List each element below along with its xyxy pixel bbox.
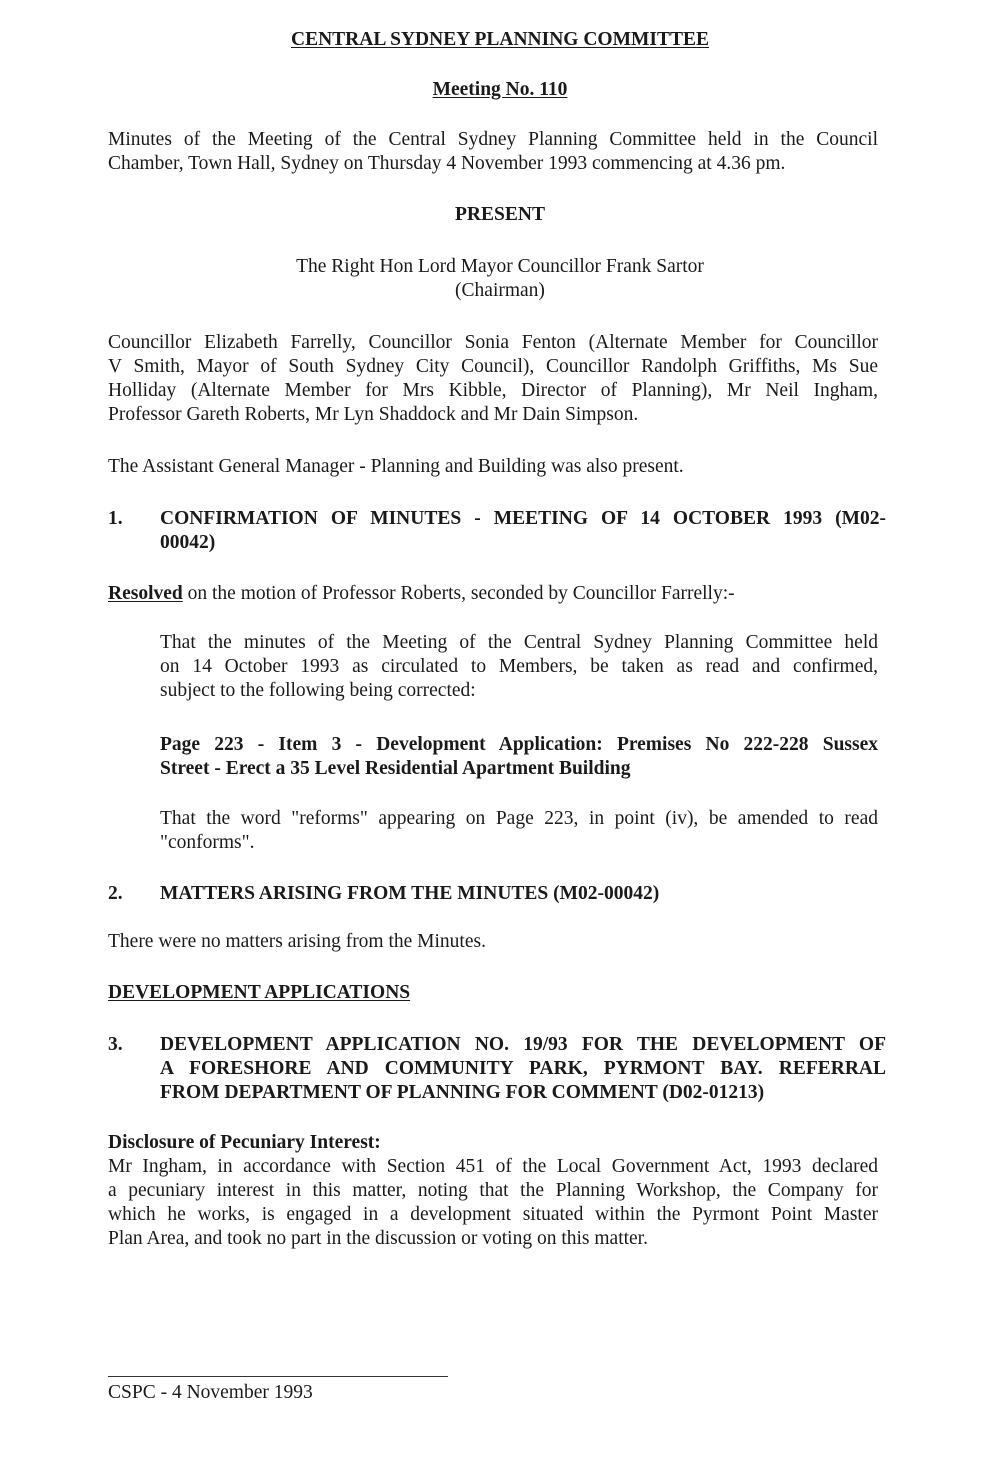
development-applications-heading: DEVELOPMENT APPLICATIONS <box>108 982 411 1003</box>
correction-text: That the word "reforms" appearing on Page 223, in point (iv), be amended to read "conforms". <box>160 808 878 853</box>
resolved-text: on the motion of Professor Roberts, seconded by Councillor Farrelly:- <box>182 583 735 604</box>
also-present-text: The Assistant General Manager - Planning and Building was also present. <box>108 456 684 477</box>
intro-paragraph: Minutes of the Meeting of the Central Sydney Planning Committee held in the Council Chamber, Town Hall, Sydney on Thursday 4 November 1993 commencing at 4.36 pm. <box>108 129 878 174</box>
resolution-text: That the minutes of the Meeting of the Central Sydney Planning Committee held on 14 October 1993 as circulated to Members, be taken as read and confirmed, subject to the following being corrected: <box>160 632 878 701</box>
chairman-role: (Chairman) <box>455 280 545 301</box>
document-title: CENTRAL SYDNEY PLANNING COMMITTEE <box>290 29 710 50</box>
item-3-heading: DEVELOPMENT APPLICATION NO. 19/93 FOR THE DEVELOPMENT OF A FORESHORE AND COMMUNITY PARK, PYRMONT BAY. REFERRAL FROM DEPARTMENT OF PLANNING FOR COMMENT (D02-01213) <box>160 1034 886 1103</box>
item-2-text: There were no matters arising from the Minutes. <box>108 931 486 952</box>
item-1-heading: CONFIRMATION OF MINUTES - MEETING OF 14 OCTOBER 1993 (M02- 00042) <box>160 508 886 553</box>
footer-text: CSPC - 4 November 1993 <box>108 1382 313 1403</box>
resolved-label: Resolved <box>108 583 183 604</box>
meeting-number: Meeting No. 110 <box>432 79 568 100</box>
present-heading: PRESENT <box>455 204 545 225</box>
resolved-paragraph <box>108 582 878 606</box>
chairman-name: The Right Hon Lord Mayor Councillor Frank Sartor <box>296 256 704 277</box>
item-3-number: 3. <box>108 1034 123 1055</box>
members-paragraph: Councillor Elizabeth Farrelly, Councillor Sonia Fenton (Alternate Member for Councillor V Smith, Mayor of South Sydney City Council), Councillor Randolph Griffiths, Ms Sue Holliday (Alternate Member for Mrs Kibble, Director of Planning), Mr Neil Ingham, Professor Gareth Roberts, Mr Lyn Shaddock and Mr Dain Simpson. <box>108 332 878 425</box>
correction-heading: Page 223 - Item 3 - Development Application: Premises No 222-228 Sussex Street - Erect a 35 Level Residential Apartment Building <box>160 734 878 779</box>
item-2-number: 2. <box>108 883 123 904</box>
disclosure-text: Mr Ingham, in accordance with Section 451 of the Local Government Act, 1993 declared a pecuniary interest in this matter, noting that the Planning Workshop, the Company for which he works, is engaged in a development situated within the Pyrmont Point Master Plan Area, and took no part in the discussion or voting on this matter. <box>108 1156 878 1249</box>
disclosure-heading: Disclosure of Pecuniary Interest: <box>108 1132 381 1153</box>
footer-rule <box>108 1376 448 1377</box>
chairman-block <box>0 255 1000 303</box>
item-2-heading: MATTERS ARISING FROM THE MINUTES (M02-00042) <box>160 883 660 904</box>
item-1-number: 1. <box>108 508 123 529</box>
